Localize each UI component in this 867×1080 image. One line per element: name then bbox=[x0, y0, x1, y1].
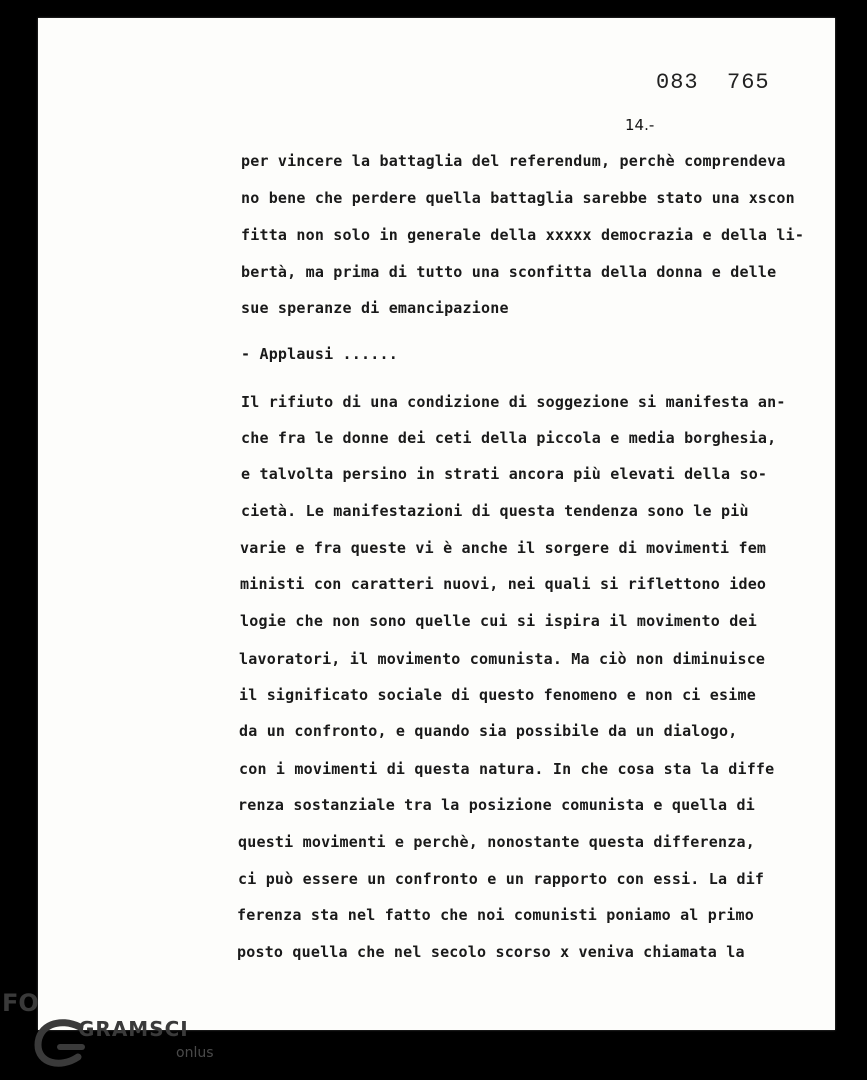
text-line: no bene che perdere quella battaglia sarebbe stato una xscon bbox=[241, 189, 795, 207]
text-line: da un confronto, e quando sia possibile da un dialogo, bbox=[239, 722, 738, 740]
text-line: bertà, ma prima di tutto una sconfitta della donna e delle bbox=[241, 263, 777, 281]
text-line: posto quella che nel secolo scorso x veniva chiamata la bbox=[237, 943, 745, 961]
text-line: lavoratori, il movimento comunista. Ma ciò non diminuisce bbox=[239, 650, 766, 668]
text-line: varie e fra queste vi è anche il sorgere di movimenti fem bbox=[240, 539, 767, 557]
text-line: sue speranze di emancipazione bbox=[241, 299, 509, 317]
document-number: 083 765 bbox=[656, 70, 770, 95]
watermark bbox=[0, 985, 240, 1080]
text-line: cietà. Le manifestazioni di questa tendenza sono le più bbox=[241, 502, 749, 520]
text-line: logie che non sono quelle cui si ispira il movimento dei bbox=[240, 612, 757, 630]
text-line: con i movimenti di questa natura. In che cosa sta la diffe bbox=[239, 760, 775, 778]
text-line: per vincere la battaglia del referendum, perchè comprendeva bbox=[241, 152, 786, 170]
watermark-suffix: onlus bbox=[176, 1045, 214, 1061]
text-line: renza sostanziale tra la posizione comunista e quella di bbox=[238, 796, 755, 814]
text-line: questi movimenti e perchè, nonostante questa differenza, bbox=[238, 833, 755, 851]
watermark-name: GRAMSCI bbox=[78, 1017, 189, 1041]
page-number: 14.- bbox=[625, 116, 655, 134]
watermark-prefix: FO bbox=[2, 989, 39, 1017]
text-line: ferenza sta nel fatto che noi comunisti poniamo al primo bbox=[237, 906, 754, 924]
text-line: - Applausi ...... bbox=[241, 345, 398, 363]
text-line: ci può essere un confronto e un rapporto con essi. La dif bbox=[238, 870, 765, 888]
text-line: Il rifiuto di una condizione di soggezione si manifesta an- bbox=[241, 393, 786, 411]
text-line: che fra le donne dei ceti della piccola e media borghesia, bbox=[241, 429, 777, 447]
text-line: il significato sociale di questo fenomeno e non ci esime bbox=[239, 686, 756, 704]
text-line: fitta non solo in generale della xxxxx democrazia e della li- bbox=[241, 226, 805, 244]
text-line: ministi con caratteri nuovi, nei quali si riflettono ideo bbox=[240, 575, 767, 593]
text-line: e talvolta persino in strati ancora più elevati della so- bbox=[241, 465, 768, 483]
